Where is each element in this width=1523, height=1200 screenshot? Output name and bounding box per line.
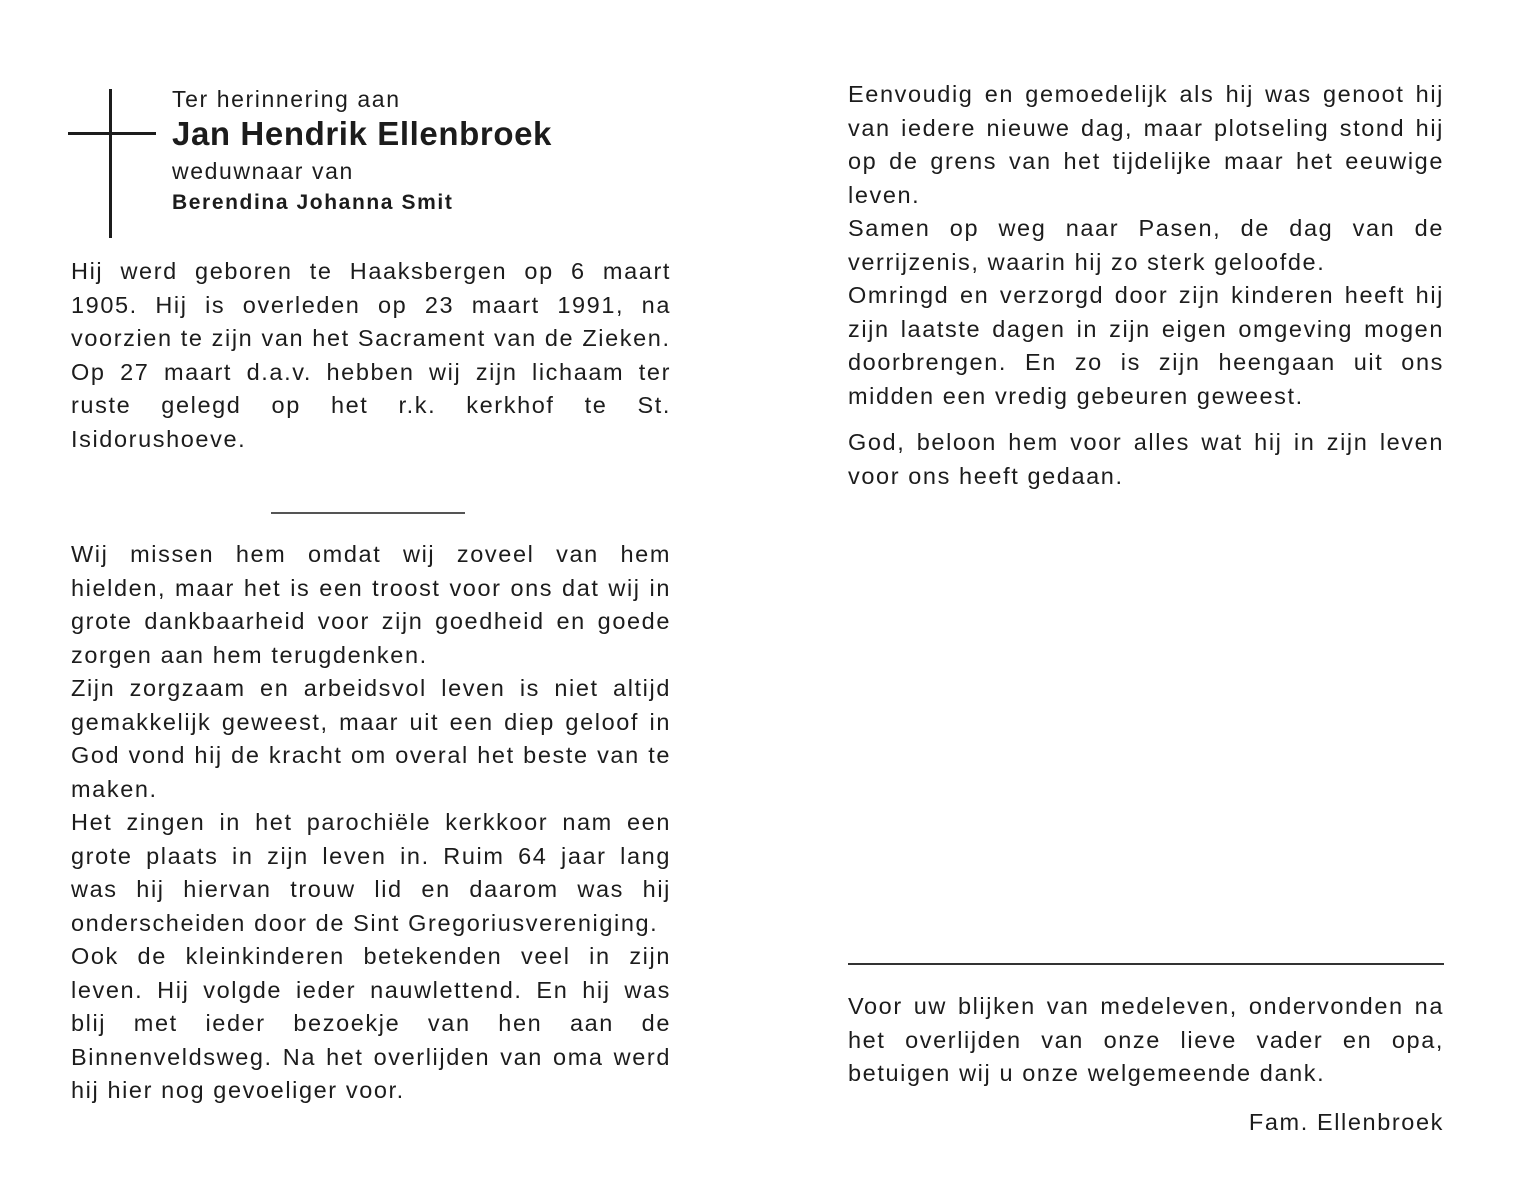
header (172, 84, 732, 218)
cross-icon (109, 89, 112, 238)
paragraph: Omringd en verzorgd door zijn kinderen heeft hij zijn laatste dagen in zijn eigen omgeving mogen doorbrengen. En zo is zijn heengaan uit ons midden een vredig gebeuren geweest. (848, 282, 1444, 409)
cross-icon-bar (68, 132, 156, 135)
spouse-name: Berendina Johanna Smit (172, 191, 454, 214)
paragraph: Op 27 maart d.a.v. hebben wij zijn lichaam ter ruste gelegd op het r.k. kerkhof te St. Isidorushoeve. (71, 358, 671, 452)
biography (71, 255, 671, 456)
thanks-text (848, 990, 1444, 1091)
signature: Fam. Ellenbroek (1248, 1109, 1444, 1135)
paragraph: Wij missen hem omdat wij zoveel van hem hielden, maar het is een troost voor ons dat wij in grote dankbaarheid voor zijn goedheid en goede zorgen aan hem terugdenken. (71, 541, 671, 668)
intro-text: Ter herinnering aan (172, 86, 401, 112)
paragraph: Eenvoudig en gemoedelijk als hij was genoot hij van iedere nieuwe dag, maar plotseling stond hij op de grens van het tijdelijke maar het eeuwige leven. (848, 81, 1444, 208)
prayer: God, beloon hem voor alles wat hij in zijn leven voor ons heeft gedaan. (848, 429, 1444, 489)
remembrance-text (71, 538, 671, 1108)
deceased-name: Jan Hendrik Ellenbroek (172, 115, 552, 152)
divider (271, 512, 465, 514)
relation-text: weduwnaar van (172, 158, 354, 184)
paragraph: Hij werd geboren te Haaksbergen op 6 maart 1905. Hij is overleden op 23 maart 1991, na voorzien te zijn van het Sacrament van de Zieken. (71, 258, 671, 351)
thanks: Voor uw blijken van medeleven, ondervonden na het overlijden van onze lieve vader en opa, betuigen wij u onze welgemeende dank. (848, 993, 1444, 1086)
prayer-text (848, 426, 1444, 493)
divider (848, 963, 1444, 965)
paragraph: Samen op weg naar Pasen, de dag van de verrijzenis, waarin hij zo sterk geloofde. (848, 215, 1444, 275)
paragraph: Ook de kleinkinderen betekenden veel in zijn leven. Hij volgde ieder nauwlettend. En hij was blij met ieder bezoekje van hen aan de Binnenveldsweg. Na het overlijden van oma werd hij hier nog gevoeliger voor. (71, 943, 671, 1103)
paragraph: Zijn zorgzaam en arbeidsvol leven is niet altijd gemakkelijk geweest, maar uit een diep geloof in God vond hij de kracht om overal het beste van te maken. (71, 675, 671, 802)
reflection-text (848, 78, 1444, 413)
paragraph: Het zingen in het parochiële kerkkoor nam een grote plaats in zijn leven in. Ruim 64 jaar lang was hij hiervan trouw lid en daarom was hij onderscheiden door de Sint Gregoriusvereniging. (71, 809, 671, 936)
